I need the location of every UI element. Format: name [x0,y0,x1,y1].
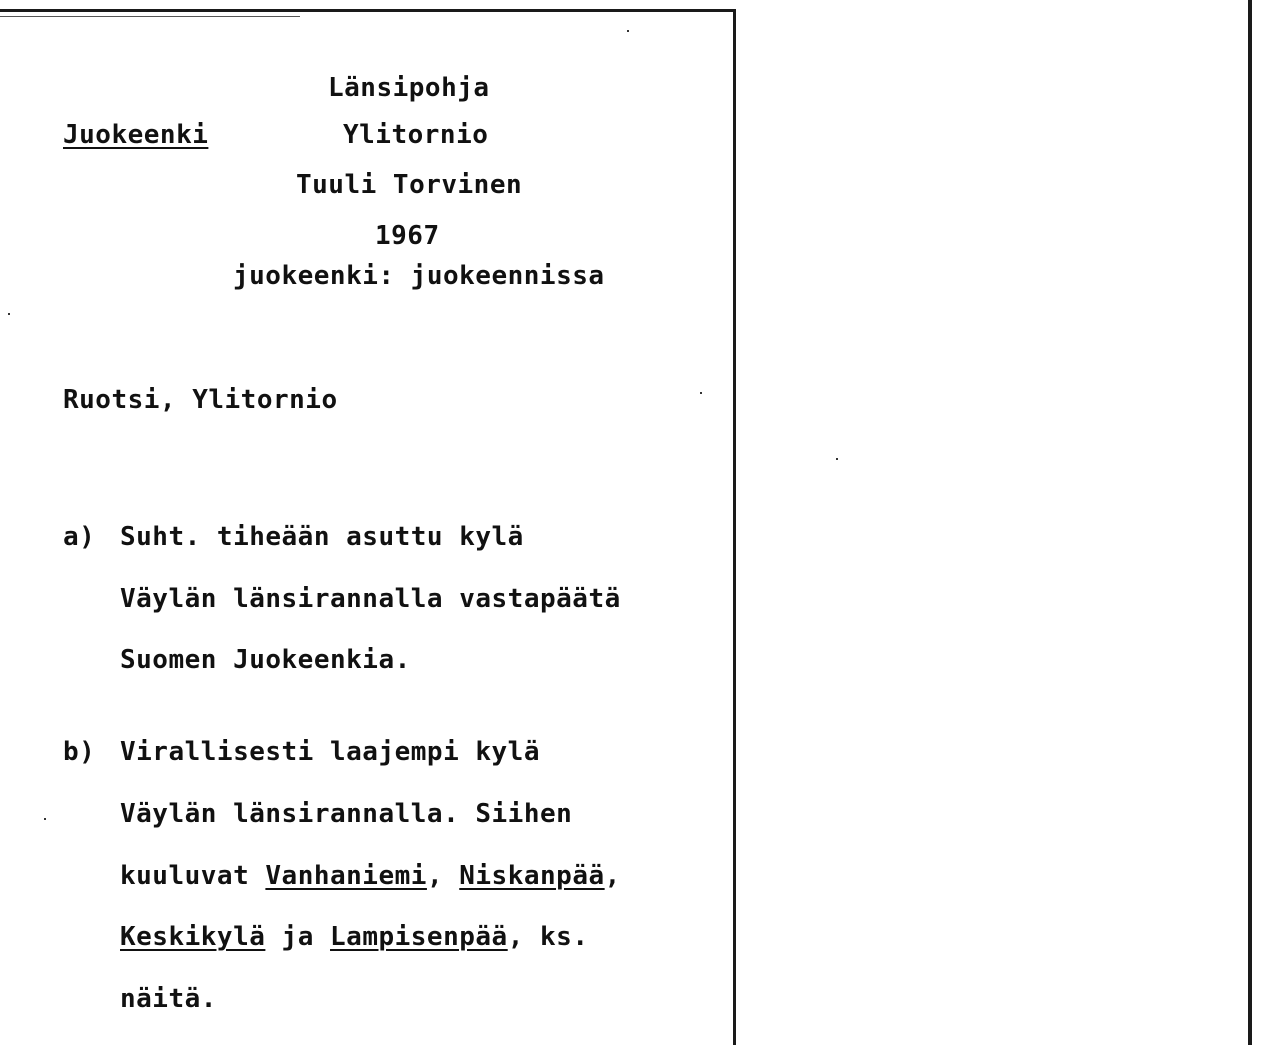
region-heading: Länsipohja [328,73,490,103]
item-a-line: Suht. tiheään asuttu kylä [120,522,524,552]
place-name: Lampisenpää [330,922,508,952]
item-b-line [120,921,588,953]
scan-speck [836,458,838,460]
item-a-line: Väylän länsirannalla vastapäätä [120,584,621,614]
scan-speck [44,818,46,820]
separator: , [604,861,621,891]
item-b-line: Virallisesti laajempi kylä [120,737,540,767]
item-b-marker: b) [63,737,96,767]
place-name: Keskikylä [120,922,266,952]
year: 1967 [375,221,440,251]
card-top-border-faint [0,16,300,17]
card-right-border [733,9,736,1045]
item-b-text: ja [281,922,314,952]
item-a-marker: a) [63,522,96,552]
item-b-line [120,860,621,892]
place-name: Niskanpää [459,861,605,891]
item-b-text: , ks. [507,922,589,952]
scan-speck [627,30,629,32]
item-b-line: näitä. [120,984,217,1014]
card-top-border [0,9,735,12]
page-right-edge [1248,0,1252,1045]
village-name: Juokeenki [63,120,209,150]
collector-name: Tuuli Torvinen [296,170,523,200]
place-name: Vanhaniemi [265,861,427,891]
separator: , [426,861,444,891]
parish-name: Ylitornio [343,120,489,150]
country-place: Ruotsi, Ylitornio [63,385,338,415]
item-a-line: Suomen Juokeenkia. [120,645,411,675]
item-b-text: kuuluvat [120,861,250,891]
scan-speck [700,392,702,394]
inflected-forms: juokeenki: juokeennissa [233,261,605,291]
item-b-line: Väylän länsirannalla. Siihen [120,799,573,829]
scan-speck [8,313,10,315]
